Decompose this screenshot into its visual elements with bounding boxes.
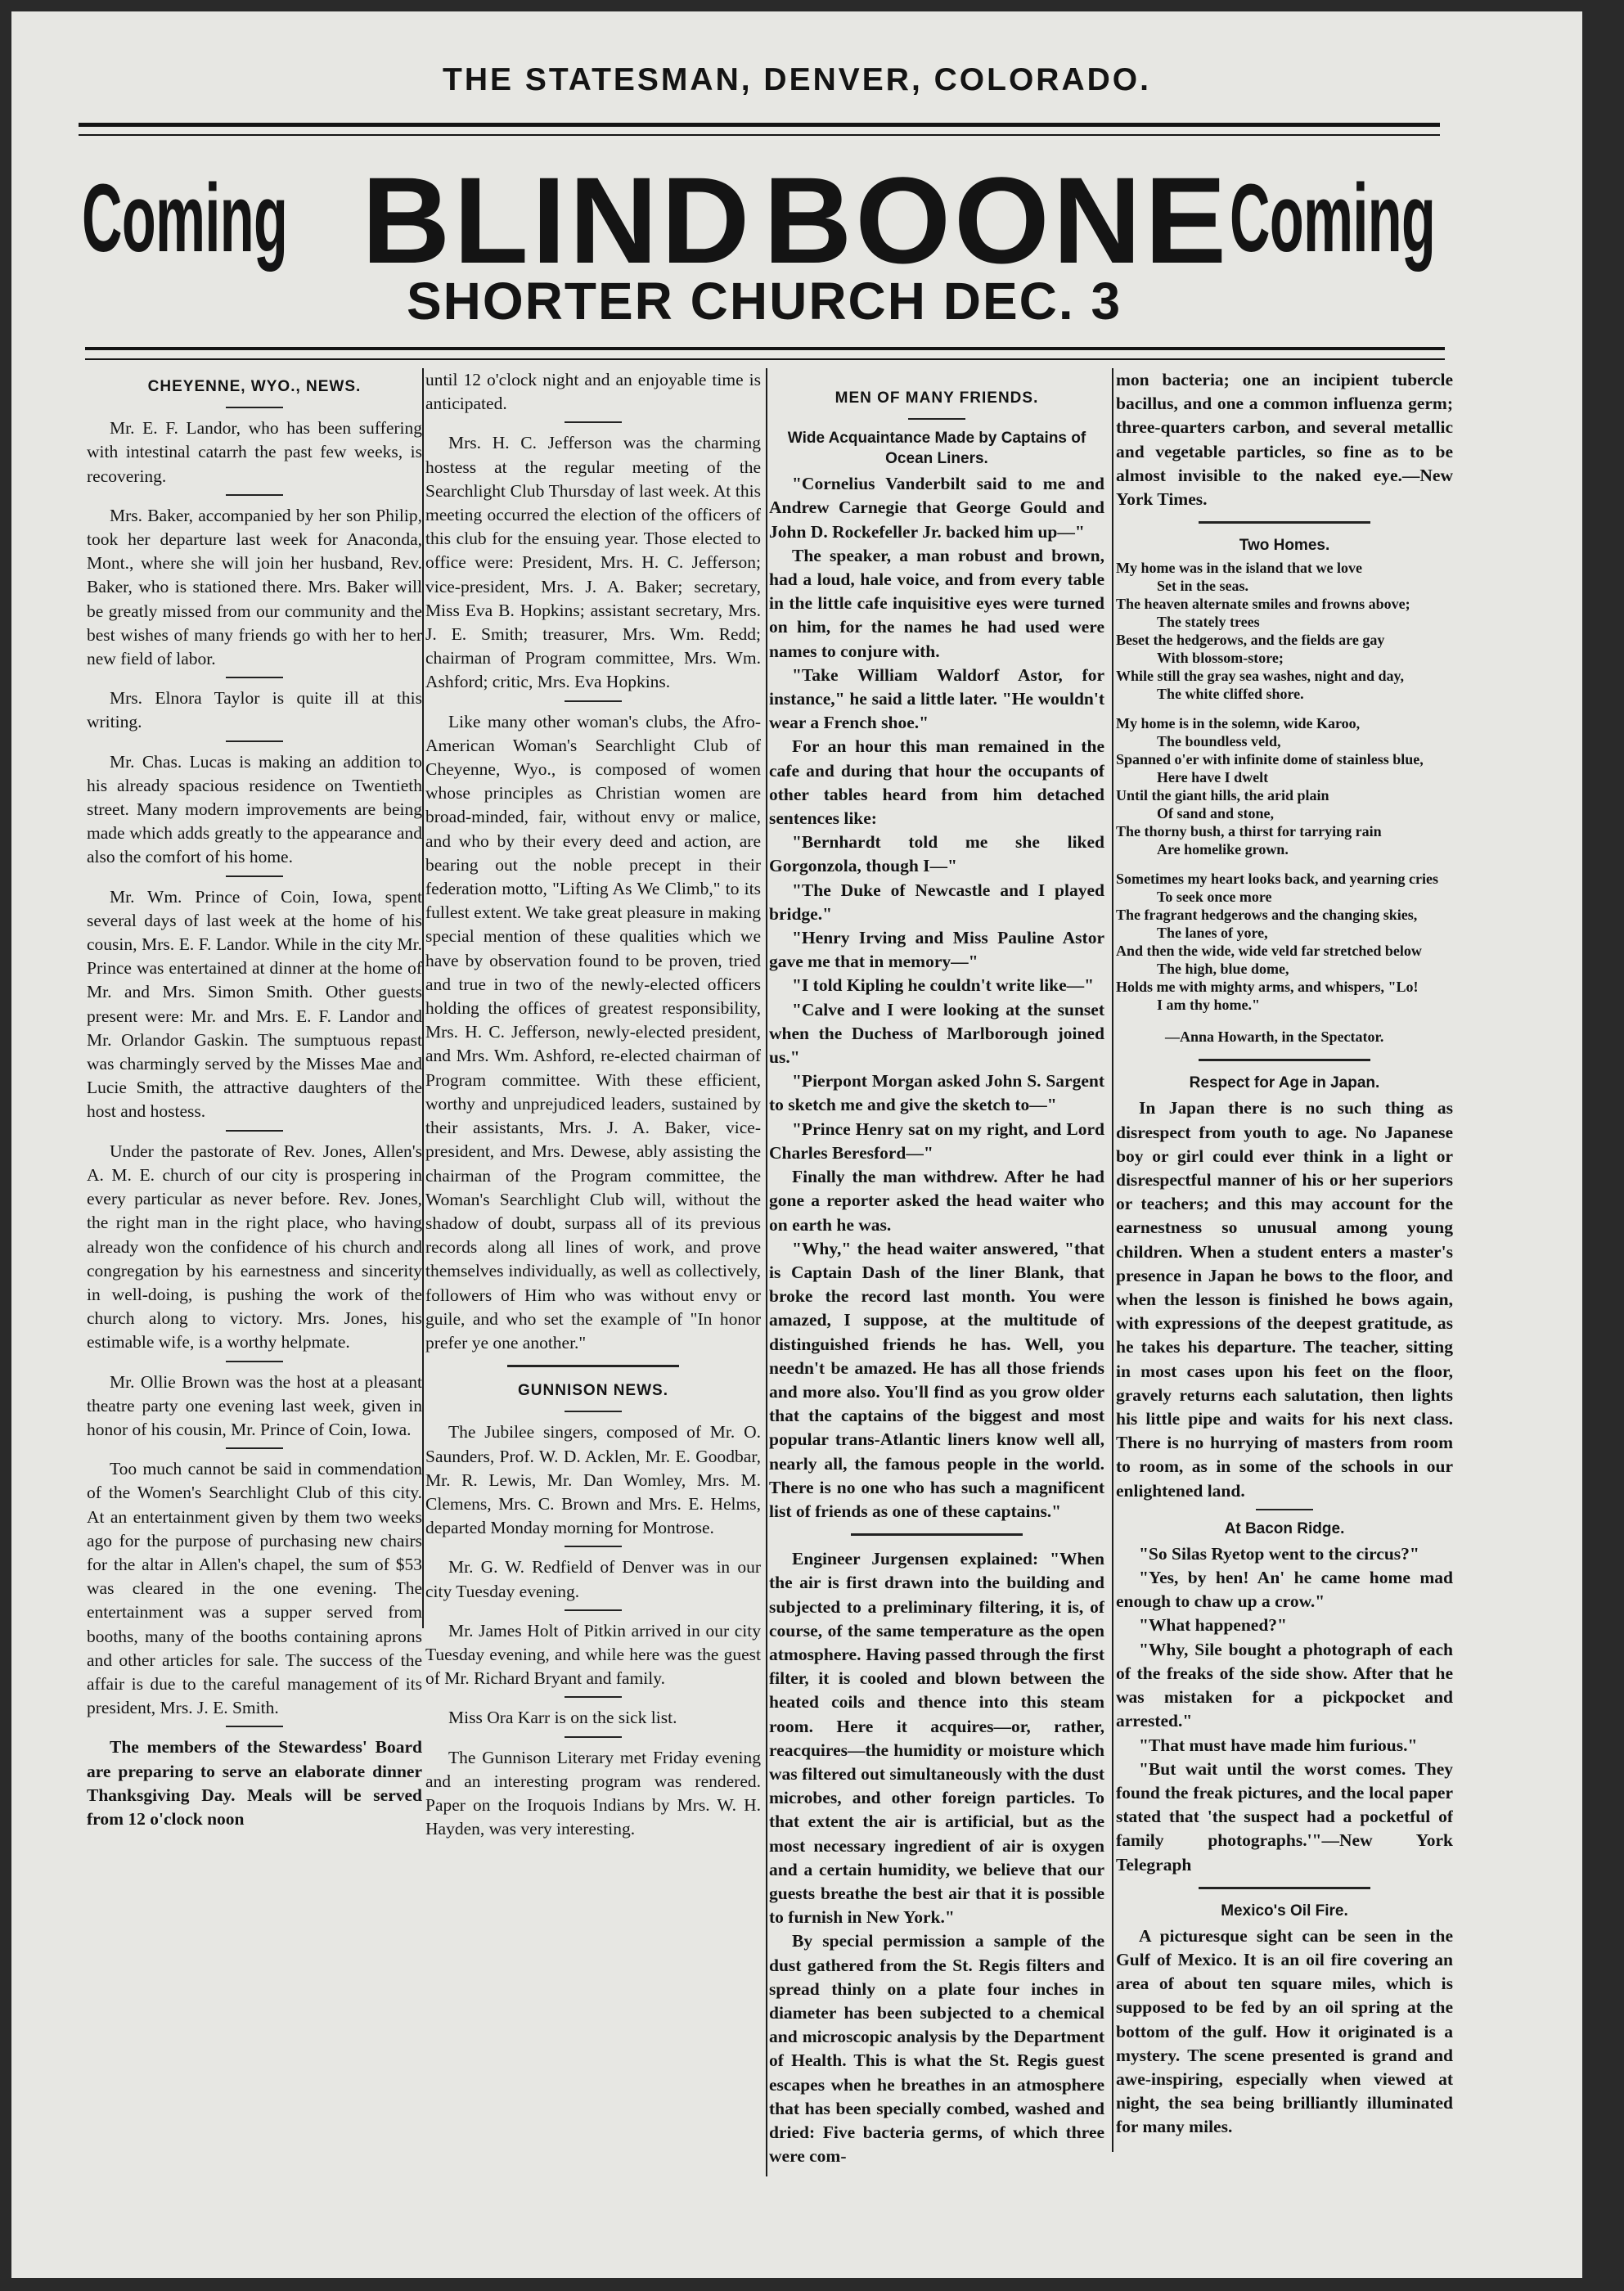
article-paragraph: For an hour this man remained in the cafe and during that hour the occupants of other tables heard from him detached sentences like:	[769, 736, 1104, 829]
separator	[226, 875, 283, 877]
article-paragraph: Mrs. Elnora Taylor is quite ill at this writing.	[87, 688, 422, 732]
poem-line: The lanes of yore,	[1157, 925, 1268, 942]
article-paragraph: The members of the Stewardess' Board are preparing to serve an elaborate dinner Thanksgiving Day. Meals will be served from 12 o'clock noon	[87, 1737, 422, 1829]
poem-line: Sometimes my heart looks back, and yearning cries	[1116, 871, 1438, 888]
poem-line: My home was in the island that we love	[1116, 560, 1362, 577]
separator	[226, 1361, 283, 1362]
section-heading: GUNNISON NEWS.	[518, 1382, 668, 1400]
poem-line: To seek once more	[1157, 889, 1272, 906]
article-paragraph: A picturesque sight can be seen in the Gulf of Mexico. It is an oil fire covering an area of about ten square miles, which is supposed to be fed by an oil spring at the bottom of the gulf. How it originated is a mystery. The scene presented is grand and awe-inspiring, especially when viewed at night, the sea being brilliantly illuminated for many miles.	[1116, 1925, 1453, 2137]
separator	[226, 1726, 283, 1727]
column-divider	[766, 368, 767, 2176]
section-heading: Respect for Age in Japan.	[1189, 1074, 1380, 1092]
poem-line: Until the giant hills, the arid plain	[1116, 787, 1329, 804]
headline-name-first: BLIND	[362, 151, 754, 289]
separator	[1199, 521, 1370, 524]
separator	[565, 1411, 622, 1412]
separator	[226, 1447, 283, 1449]
article-paragraph: "Cornelius Vanderbilt said to me and Andrew Carnegie that George Gould and John D. Rockefeller Jr. backed him up—"	[769, 474, 1104, 542]
poem-credit: —Anna Howarth, in the Spectator.	[1165, 1028, 1384, 1046]
article-paragraph: Finally the man withdrew. After he had gone a reporter asked the head waiter who on earth he was.	[769, 1167, 1104, 1235]
poem-line: With blossom-store;	[1157, 650, 1284, 667]
poem-line: While still the gray sea washes, night and day,	[1116, 668, 1405, 685]
separator	[507, 1365, 679, 1367]
article-paragraph: Under the pastorate of Rev. Jones, Allen's A. M. E. church of our city is prospering in every particular as never before. Rev. Jones, the right man in the right place, who having already won the confidence of his church and congregation by his earnestness and sincerity in well-doing, is pushing the work of the church along to victory. Mrs. Jones, his estimable wife, is a worthy helpmate.	[87, 1141, 422, 1353]
article-paragraph: mon bacteria; one an incipient tubercle bacillus, and one a common influenza germ; three-quarters carbon, and several metallic and vegetable particles, so fine as to be almost invisible to the naked eye.—New York Times.	[1116, 370, 1453, 510]
column-searchlight-club	[425, 368, 761, 2193]
headline-rule-thin	[85, 358, 1445, 360]
separator	[1256, 1509, 1313, 1510]
masthead-rule-thin	[79, 134, 1440, 136]
article-paragraph: Mrs. H. C. Jefferson was the charming hostess at the regular meeting of the Searchlight Club Thursday of last week. At this meeting occurred the election of the officers of this club for the ensuing year. Those elected to office were: President, Mrs. H. C. Jefferson; vice-president, Mrs. J. A. Baker; secretary, Miss Eva B. Hopkins; assistant secretary, Mrs. J. E. Smith; treasurer, Mrs. Wm. Redd; chairman of Program committee, Mrs. Wm. Ashford; critic, Mrs. Eva Hopkins.	[425, 433, 761, 692]
column-divider	[1112, 368, 1113, 2152]
separator	[226, 677, 283, 678]
headline-coming-right: Coming	[1230, 164, 1436, 272]
article-paragraph: Mr. Ollie Brown was the host at a pleasant theatre party one evening last week, given in honor of his cousin, Mr. Prince of Coin, Iowa.	[87, 1371, 422, 1439]
headline-name-second: BOONE	[763, 151, 1230, 289]
article-paragraph: "Yes, by hen! An' he came home mad enough to chaw up a crow."	[1116, 1568, 1453, 1612]
article-paragraph: "What happened?"	[1139, 1615, 1287, 1636]
article-paragraph: The Gunnison Literary met Friday evening and an interesting program was rendered. Paper on the Iroquois Indians by Mrs. W. H. Hayden, was very interesting.	[425, 1747, 761, 1839]
separator	[851, 1533, 1023, 1536]
article-paragraph: "The Duke of Newcastle and I played bridge."	[769, 880, 1104, 924]
article-paragraph: "That must have made him furious."	[1139, 1735, 1418, 1755]
poem-line: The fragrant hedgerows and the changing skies,	[1116, 907, 1418, 924]
poem-line: Here have I dwelt	[1157, 769, 1269, 786]
poem-line: The thorny bush, a thirst for tarrying rain	[1116, 823, 1382, 840]
article-paragraph: Mrs. Baker, accompanied by her son Philip, took her departure last week for Anaconda, Mont., where she will join her husband, Rev. Baker, who is stationed there. Mrs. Baker will be greatly missed from our community and the best wishes of many friends go with her to her new field of labor.	[87, 505, 422, 669]
column-miscellany	[1116, 368, 1453, 2193]
poem-line: The heaven alternate smiles and frowns above;	[1116, 596, 1410, 613]
headline-coming-left: Coming	[82, 164, 288, 272]
column-cheyenne-news	[87, 368, 422, 2193]
section-subheading: Wide Acquaintance Made by Captains of Ocean Liners.	[787, 430, 1086, 468]
poem-line: And then the wide, wide veld far stretched below	[1116, 943, 1422, 960]
separator	[1199, 1887, 1370, 1889]
article-paragraph: "But wait until the worst comes. They found the freak pictures, and the local paper stated that 'the suspect had a pocketful of family photographs.'"—New York Telegraph	[1116, 1758, 1453, 1875]
separator	[565, 421, 622, 423]
article-paragraph: "Bernhardt told me she liked Gorgonzola, though I—"	[769, 832, 1104, 876]
headline-subhead: SHORTER CHURCH DEC. 3	[406, 272, 1122, 331]
poem-line: Spanned o'er with infinite dome of stainless blue,	[1116, 751, 1424, 768]
newspaper-page	[11, 11, 1582, 2278]
article-paragraph: "So Silas Ryetop went to the circus?"	[1139, 1543, 1419, 1564]
separator	[226, 740, 283, 742]
section-heading: MEN OF MANY FRIENDS.	[834, 389, 1039, 407]
poem-line: The boundless veld,	[1157, 733, 1281, 750]
separator	[908, 418, 965, 420]
article-paragraph: "I told Kipling he couldn't write like—"	[792, 975, 1095, 996]
poem-line: Beset the hedgerows, and the fields are gay	[1116, 632, 1385, 649]
article-paragraph: "Take William Waldorf Astor, for instance," he said a little later. "He wouldn't wear a French shoe."	[769, 664, 1104, 733]
article-paragraph: "Why, Sile bought a photograph of each of the freaks of the side show. After that he was mistaken for a pickpocket and arrested."	[1116, 1639, 1453, 1731]
article-paragraph: Like many other woman's clubs, the Afro-American Woman's Searchlight Club of Cheyenne, Wyo., is composed of women whose principles as Christian women are broad-minded, fair, without envy or malice, and who by their every deed and action, are bearing out the noble precept in their federation motto, "Lifting As We Climb," to its fullest extent. We take great pleasure in making special mention of these qualities which we have by observation found to be proven, tried and true in two of the newly-elected officers holding the offices of greatest responsibility, Mrs. H. C. Jefferson, newly-elected president, and Mrs. Wm. Ashford, re-elected chairman of Program committee. With these efficient, worthy and unprejudiced leaders, sustained by their assistants, Mrs. J. A. Baker, vice-president, and Mrs. Dewese, ably assisting the chairman of the Program committee, the Woman's Searchlight Club will, without the shadow of doubt, surpass all of its previous records along all lines of work, and prove themselves individually, as well as collectively, followers of Him who was without envy or guile, and who set the example of "In honor prefer ye one another."	[425, 711, 761, 1353]
headline-rule-thick	[85, 347, 1445, 350]
article-paragraph: Mr. James Holt of Pitkin arrived in our city Tuesday evening, and while here was the guest of Mr. Richard Bryant and family.	[425, 1620, 761, 1689]
separator	[1199, 1059, 1370, 1061]
article-paragraph: In Japan there is no such thing as disrespect from youth to age. No Japanese boy or girl could ever think in a light or disrespectful manner of his or her superiors or teachers; and this may account for the earnestness so unusual among young children. When a student enters a master's presence in Japan he bows to the floor, and when the lesson is finished he bows again, with expressions of the deepest gratitude, as he takes his departure. The teacher, sitting in most cases upon his feet on the floor, gravely returns each salutation, then lights his little pipe and waits for his next class. There is no hurrying of masters from room to room, as in some of the schools in our enlightened land.	[1116, 1098, 1453, 1501]
poem-stanza	[1116, 559, 1453, 703]
article-paragraph: The speaker, a man robust and brown, had a loud, hale voice, and from every table in the little cafe inquisitive eyes were turned on him, for the names he had used were names to conjure with.	[769, 545, 1104, 661]
column-men-of-many-friends	[769, 368, 1104, 2193]
separator	[226, 1130, 283, 1132]
separator	[565, 1696, 622, 1698]
headline-banner	[82, 146, 1473, 289]
poem-line: Holds me with mighty arms, and whispers, "Lo!	[1116, 979, 1419, 996]
separator	[565, 1736, 622, 1738]
poem-title: Two Homes.	[1239, 537, 1330, 555]
article-paragraph: "Henry Irving and Miss Pauline Astor gave me that in memory—"	[769, 928, 1104, 972]
article-paragraph: Miss Ora Karr is on the sick list.	[448, 1708, 677, 1728]
separator	[226, 407, 283, 408]
section-heading: CHEYENNE, WYO., NEWS.	[147, 378, 362, 395]
poem-line: The high, blue dome,	[1157, 961, 1289, 978]
poem-line: Set in the seas.	[1157, 578, 1248, 595]
masthead: THE STATESMAN, DENVER, COLORADO.	[443, 62, 1151, 97]
poem-line: Are homelike grown.	[1157, 841, 1289, 858]
article-paragraph: Mr. Chas. Lucas is making an addition to his already spacious residence on Twentieth street. Many modern improvements are being made which adds greatly to the appearance and also the comfort of his home.	[87, 751, 422, 867]
poem-line: The stately trees	[1157, 614, 1260, 631]
column-divider	[422, 368, 424, 1628]
poem-stanza	[1116, 870, 1453, 1014]
section-heading: At Bacon Ridge.	[1224, 1519, 1345, 1537]
separator	[226, 494, 283, 496]
poem-line: Of sand and stone,	[1157, 805, 1275, 822]
poem-line: The white cliffed shore.	[1157, 686, 1304, 703]
article-paragraph: Mr. Wm. Prince of Coin, Iowa, spent several days of last week at the home of his cousin, Mrs. E. F. Landor. While in the city Mr. Prince was entertained at dinner at the home of Mr. and Mrs. Simon Smith. Other guests present were: Mr. and Mrs. E. F. Landor and Mr. Orlandor Gaskin. The sumptuous repast was charmingly served by the Misses Mae and Lucie Smith, the attractive daughters of the host and hostess.	[87, 886, 422, 1122]
article-paragraph: Too much cannot be said in commendation of the Women's Searchlight Club of this city. At an entertainment given by them two weeks ago for the purpose of purchasing new chairs for the altar in Allen's chapel, the sum of $53 was cleared in the one evening. The entertainment was a supper served from booths, many of the booths containing aprons and other articles for sale. The success of the affair is due to the careful management of its president, Mrs. J. E. Smith.	[87, 1459, 422, 1718]
section-heading: Mexico's Oil Fire.	[1221, 1902, 1348, 1920]
masthead-rule-thick	[79, 123, 1440, 127]
article-paragraph: "Calve and I were looking at the sunset when the Duchess of Marlborough joined us."	[769, 999, 1104, 1068]
article-paragraph: Engineer Jurgensen explained: "When the air is first drawn into the building and subjected to a preliminary filtering, it is, of course, of the same temperature as the open atmosphere. Having passed through the first filter, it is cooled and blown between the heated coils and thence into this steam room. Here it acquires—or, rather, reacquires—the humidity or moisture which was filtered out simultaneously with the dust microbes, and other foreign particles. To that extent the air is artificial, but as the most necessary ingredient of air is oxygen and a certain humidity, we believe that our guests breathe the best air that it is possible to furnish in New York."	[769, 1549, 1104, 1928]
article-paragraph: The Jubilee singers, composed of Mr. O. Saunders, Prof. W. D. Acklen, Mr. E. Goodbar, Mr. R. Lewis, Mr. Dan Womley, Mrs. M. Clemens, Mrs. C. Brown and Mrs. E. Helms, departed Monday morning for Montrose.	[425, 1422, 761, 1538]
poem-line: My home is in the solemn, wide Karoo,	[1116, 715, 1361, 732]
separator	[565, 1609, 622, 1611]
separator	[565, 700, 622, 702]
poem-two-homes	[1116, 559, 1453, 1014]
article-paragraph: until 12 o'clock night and an enjoyable time is anticipated.	[425, 370, 761, 414]
poem-stanza	[1116, 714, 1453, 858]
article-paragraph: "Why," the head waiter answered, "that is Captain Dash of the liner Blank, that broke the record last month. You were amazed, I suppose, at the multitude of distinguished friends he has. Well, you needn't be amazed. He has all those friends and more also. You'll find as you grow older that the captains of the biggest and most popular trans-Atlantic liners know well all, nearly all, the famous people in the world. There is no one who has such a magnificent list of friends as one of these captains."	[769, 1238, 1104, 1521]
article-paragraph: Mr. E. F. Landor, who has been suffering with intestinal catarrh the past few weeks, is recovering.	[87, 418, 422, 486]
separator	[565, 1546, 622, 1547]
article-paragraph: "Pierpont Morgan asked John S. Sargent to sketch me and give the sketch to—"	[769, 1071, 1104, 1115]
article-paragraph: By special permission a sample of the dust gathered from the St. Regis filters and spread thinly on a plate four inches in diameter has been subjected to a chemical and microscopic analysis by the Department of Health. This is what the St. Regis guest escapes when he breathes in an atmosphere that has been specially combed, washed and dried: Five bacteria germs, of which three were com-	[769, 1931, 1104, 2167]
poem-line: I am thy home."	[1157, 997, 1260, 1014]
article-paragraph: Mr. G. W. Redfield of Denver was in our city Tuesday evening.	[425, 1557, 761, 1601]
article-paragraph: "Prince Henry sat on my right, and Lord Charles Beresford—"	[769, 1118, 1104, 1163]
